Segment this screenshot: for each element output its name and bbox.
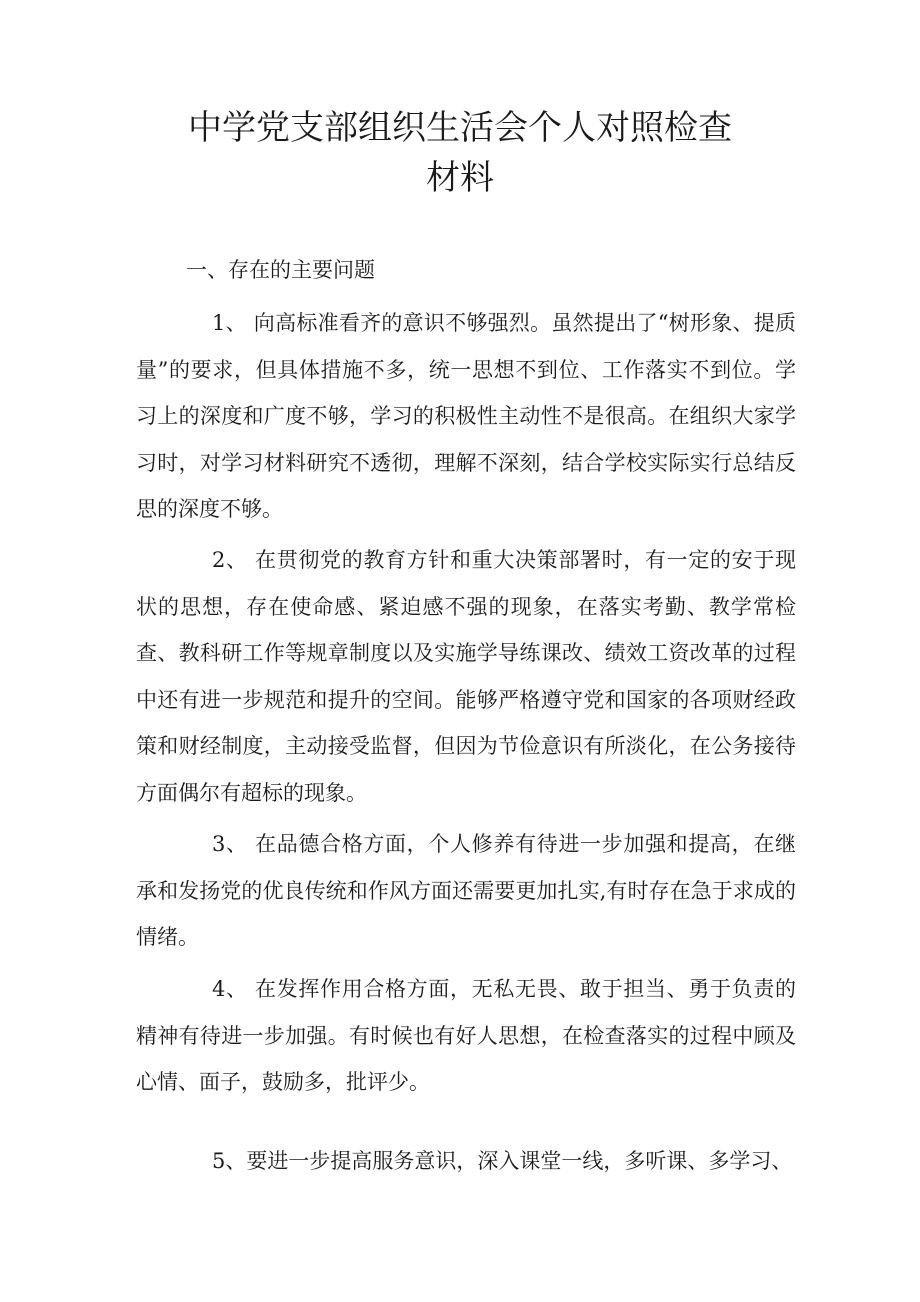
paragraph-3: 3、 在品德合格方面，个人修养有待进一步加强和提高，在继承和发扬党的优良传统和作风方面还需要更加扎实,有时存在急于求成的情绪。 [136, 832, 796, 949]
section-heading-problems: 一、存在的主要问题 [186, 258, 375, 282]
document-title-line-1: 中学党支部组织生活会个人对照检查 [188, 108, 732, 148]
paragraph-1: 1、 向高标准看齐的意识不够强烈。虽然提出了“树形象、提质量”的要求，但具体措施不多，统一思想不到位、工作落实不到位。学习上的深度和广度不够，学习的积极性主动性不是很高。在组织大家学习时，对学习材料研究不透彻，理解不深刻，结合学校实际实行总结反思的深度不够。 [136, 311, 796, 521]
paragraph-4: 4、 在发挥作用合格方面，无私无畏、敢于担当、勇于负责的精神有待进一步加强。有时候也有好人思想，在检查落实的过程中顾及心情、面子，鼓励多，批评少。 [136, 977, 796, 1094]
paragraph-2: 2、 在贯彻党的教育方针和重大决策部署时，有一定的安于现状的思想，存在使命感、紧迫感不强的现象，在落实考勤、教学常检查、教科研工作等规章制度以及实施学导练课改、绩效工资改革的过程中还有进一步规范和提升的空间。能够严格遵守党和国家的各项财经政策和财经制度，主动接受监督，但因为节俭意识有所淡化，在公务接待方面偶尔有超标的现象。 [136, 548, 796, 805]
document-title-line-2: 材料 [426, 158, 494, 198]
paragraph-5: 5、要进一步提高服务意识，深入课堂一线，多听课、多学习、 [212, 1149, 793, 1173]
